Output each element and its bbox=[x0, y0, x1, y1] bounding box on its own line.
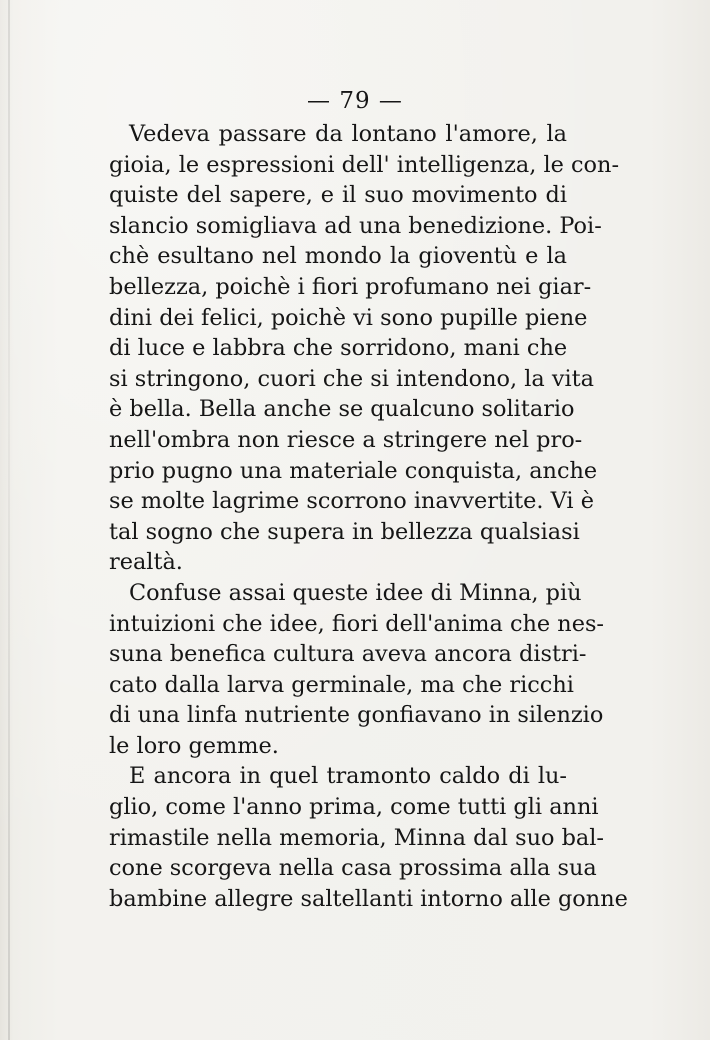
text-line: di luce e labbra che sorridono, mani che bbox=[109, 335, 568, 362]
text-line: bellezza, poichè i fiori profumano nei giar- bbox=[109, 273, 592, 300]
body-text bbox=[109, 119, 628, 914]
text-line: si stringono, cuori che si intendono, la vita bbox=[109, 365, 594, 392]
page-number: — 79 — bbox=[307, 88, 403, 114]
text-line: Vedeva passare da lontano l'amore, la bbox=[129, 121, 567, 147]
text-line: tal sogno che supera in bellezza qualsiasi bbox=[109, 518, 580, 545]
text-line: prio pugno una materiale conquista, anche bbox=[109, 457, 598, 484]
text-line: slancio somigliava ad una benedizione. Poi- bbox=[109, 212, 602, 239]
text-line: E ancora in quel tramonto caldo di lu- bbox=[129, 763, 567, 790]
text-line: bambine allegre saltellanti intorno alle gonne bbox=[109, 885, 628, 912]
text-line: quiste del sapere, e il suo movimento di bbox=[109, 182, 567, 209]
text-line: Confuse assai queste idee di Minna, più bbox=[129, 579, 582, 606]
text-line: nell'ombra non riesce a stringere nel pro- bbox=[109, 426, 583, 453]
text-line: intuizioni che idee, fiori dell'anima che nes- bbox=[109, 610, 604, 637]
text-line: cato dalla larva germinale, ma che ricchi bbox=[109, 671, 574, 698]
text-line: glio, come l'anno prima, come tutti gli anni bbox=[109, 794, 599, 821]
text-line: realtà. bbox=[109, 549, 183, 576]
text-line: suna benefica cultura aveva ancora distri- bbox=[109, 641, 587, 668]
text-line: le loro gemme. bbox=[109, 732, 279, 759]
text-line: gioia, le espressioni dell' intelligenza, le con- bbox=[109, 151, 620, 178]
text-line: chè esultano nel mondo la gioventù e la bbox=[109, 243, 567, 270]
text-line: se molte lagrime scorrono inavvertite. Vi è bbox=[109, 488, 594, 515]
text-line: di una linfa nutriente gonfiavano in silenzio bbox=[109, 702, 604, 729]
text-line: dini dei felici, poichè vi sono pupille piene bbox=[109, 304, 588, 331]
text-line: rimastile nella memoria, Minna dal suo bal- bbox=[109, 824, 604, 851]
text-line: è bella. Bella anche se qualcuno solitario bbox=[109, 396, 575, 423]
page-gutter-edge bbox=[8, 0, 10, 1040]
text-line: cone scorgeva nella casa prossima alla sua bbox=[109, 855, 597, 882]
